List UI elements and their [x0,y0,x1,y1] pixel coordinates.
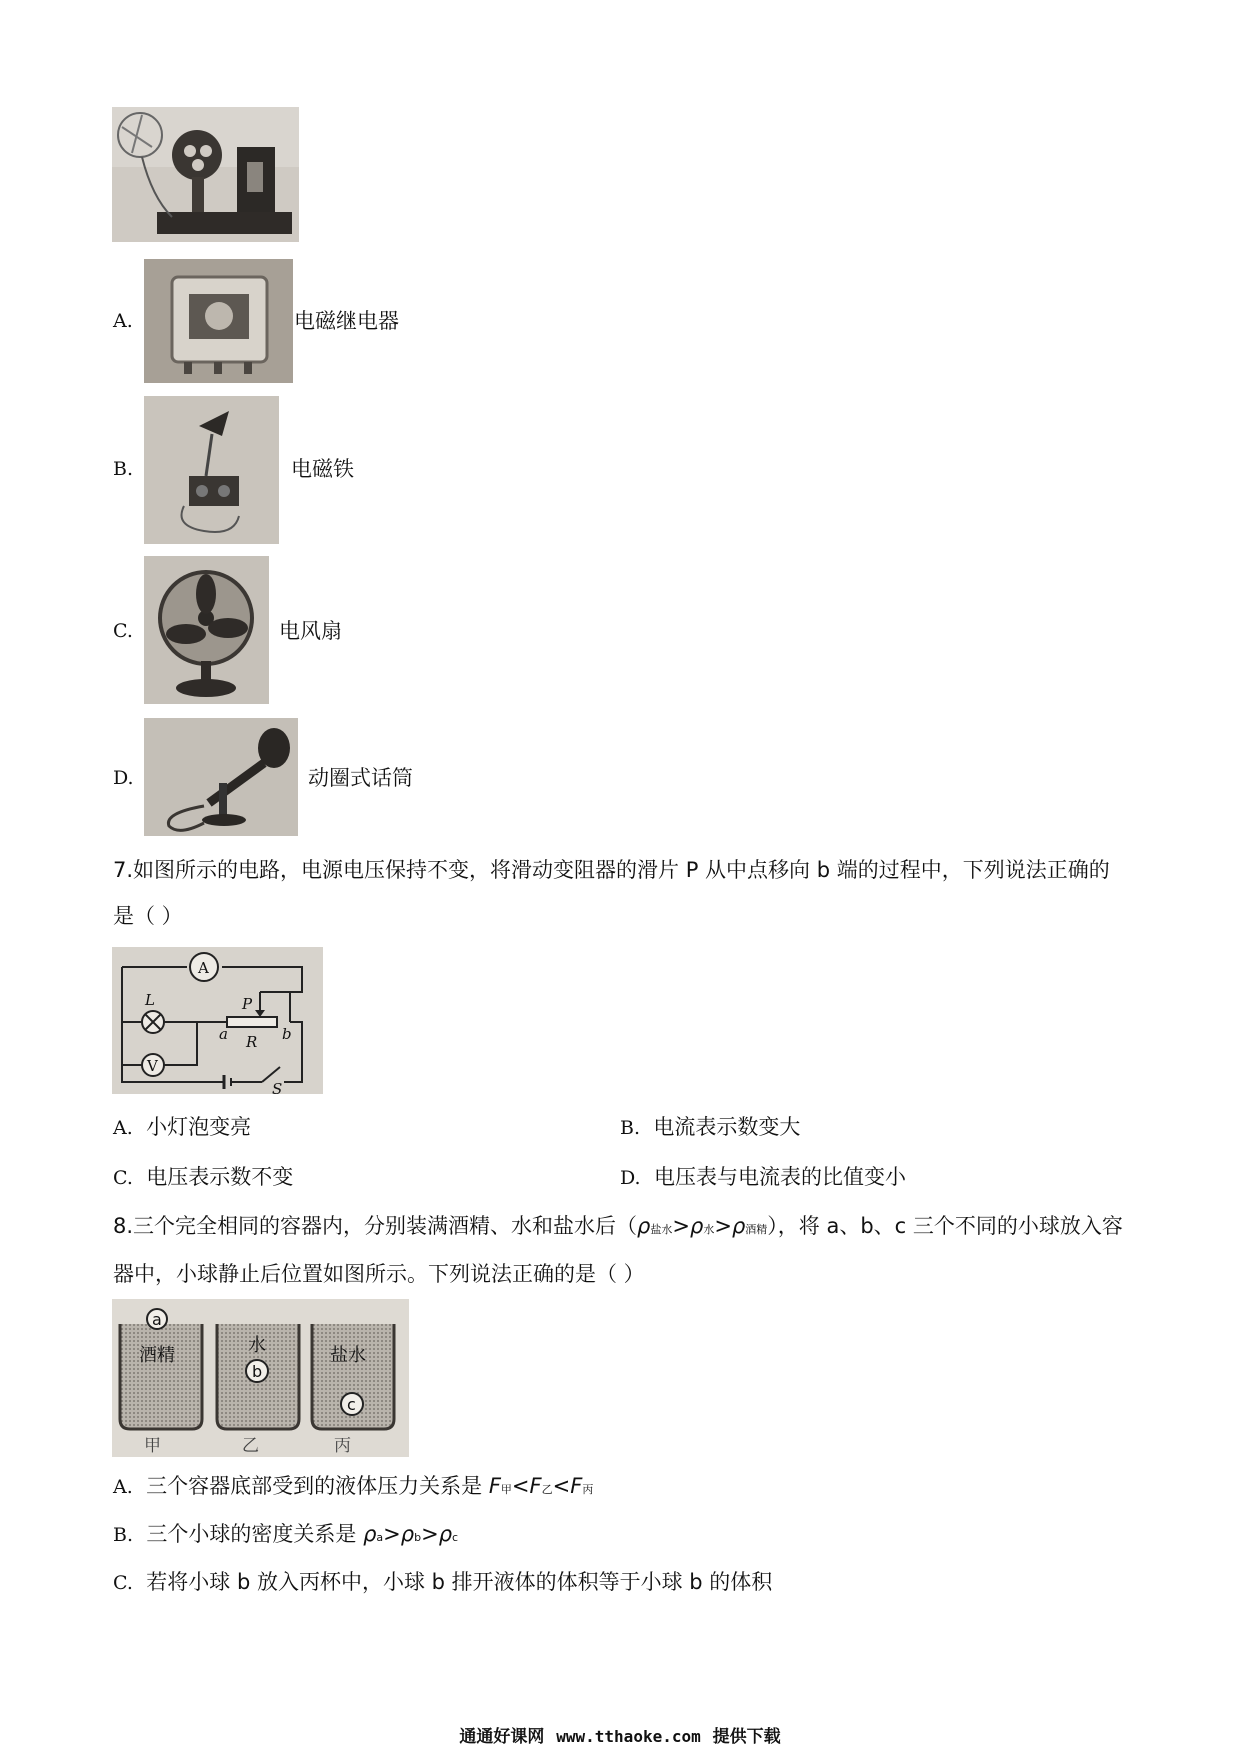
three-cups-drawing [112,1299,409,1457]
q7-option-d [620,1163,906,1192]
sub-c: c [452,1531,459,1544]
q8-option-a-text: 三个容器底部受到的液体压力关系是 [146,1474,489,1498]
circuit-label-voltmeter: V [147,1057,158,1075]
sub-a: a [376,1531,384,1544]
q6-option-d-label: 动圈式话筒 [308,766,413,790]
lt-sign-2: < [552,1474,571,1498]
electromagnet-drawing [144,396,279,544]
q7-option-a-text: 小灯泡变亮 [146,1115,252,1139]
gt-sign-2: > [714,1214,732,1238]
microphone-photo [144,718,298,836]
circuit-label-end-a: a [219,1025,228,1043]
q7-option-d-letter: D. [620,1167,641,1189]
rho-symbol: ρ [400,1522,415,1546]
cup-1-liquid: 酒精 [139,1345,175,1366]
circuit-label-slider: P [242,995,253,1013]
q8-option-b-text: 三个小球的密度关系是 [146,1522,364,1546]
q7-option-b [620,1113,800,1142]
cup-1-name: 甲 [144,1436,161,1456]
q8-option-b-letter: B. [113,1524,134,1546]
page-footer [0,1722,1240,1747]
force-symbol: F [488,1474,501,1498]
relay-drawing [144,259,293,383]
footer-url[interactable]: www.tthaoke.com [556,1727,701,1746]
cup-3-name: 丙 [334,1436,351,1456]
q8-stem-line1 [113,1212,1123,1244]
rho-symbol: ρ [690,1214,704,1238]
q8-stem-line1-start: 8.三个完全相同的容器内，分别装满酒精、水和盐水后（ [113,1214,638,1238]
sub-saltwater: 盐水 [650,1223,673,1236]
cup-2-name: 乙 [242,1436,259,1456]
circuit-label-resistor: R [246,1033,258,1051]
relay-photo [144,259,293,383]
electromagnet-photo [144,396,279,544]
circuit-label-lamp: L [145,991,155,1009]
footer-site-name: 通通好课网 [459,1727,545,1747]
q7-stem-line1: 7.如图所示的电路，电源电压保持不变，将滑动变阻器的滑片 P 从中点移向 b 端的过程中，下列说法正确的 [113,858,1110,882]
q7-option-d-text: 电压表与电流表的比值变小 [653,1165,906,1189]
q6-option-c-label: 电风扇 [279,619,342,643]
q7-option-c-letter: C. [113,1167,133,1189]
q8-stem-line2: 器中，小球静止后位置如图所示。下列说法正确的是（ ） [113,1262,645,1286]
footer-provide: 提供下载 [712,1727,781,1747]
q6-option-d-letter: D. [113,767,134,789]
q8-option-a-letter: A. [113,1476,133,1498]
cup-3-liquid: 盐水 [330,1345,366,1366]
ball-a: a [152,1310,162,1329]
circuit-label-ammeter: A [198,959,209,977]
circuit-label-switch: S [272,1080,283,1094]
three-cups-figure [112,1299,409,1457]
q7-option-c [113,1163,293,1192]
q6-option-c-letter: C. [113,620,133,642]
q6-option-a-label: 电磁继电器 [294,309,399,333]
rho-symbol: ρ [637,1214,651,1238]
q6-option-b-letter: B. [113,458,134,480]
rho-symbol: ρ [363,1522,377,1546]
q7-option-b-text: 电流表示数变大 [653,1115,801,1139]
q8-option-c-letter: C. [113,1572,133,1594]
sub-yi: 乙 [541,1483,553,1496]
gt-sign-4: > [421,1522,439,1546]
q8-option-b [113,1520,458,1552]
q6-option-b-label: 电磁铁 [291,457,354,481]
electric-fan-photo [144,556,269,704]
q7-option-a [113,1113,251,1142]
sub-alcohol: 酒精 [745,1223,768,1236]
q8-option-a [113,1472,593,1504]
force-symbol: F [529,1474,542,1498]
q7-option-b-letter: B. [620,1117,641,1139]
ball-b: b [252,1362,263,1381]
q6-option-a-letter: A. [113,310,133,332]
q8-option-c [113,1568,772,1597]
rho-symbol: ρ [438,1522,453,1546]
q8-option-c-text: 若将小球 b 放入丙杯中，小球 b 排开液体的体积等于小球 b 的体积 [146,1570,773,1594]
sub-water: 水 [703,1223,715,1236]
electric-fan-drawing [144,556,269,704]
q7-stem-line2: 是（ ） [113,904,183,928]
microphone-drawing [144,718,298,836]
sub-b: b [414,1531,422,1544]
gt-sign-3: > [383,1522,401,1546]
cup-2-liquid: 水 [248,1335,266,1356]
q7-option-a-letter: A. [113,1117,133,1139]
generator-apparatus-photo [112,107,299,242]
sub-jia: 甲 [500,1483,512,1496]
sub-bing: 丙 [582,1483,594,1496]
q8-stem-line1-end: ），将 a、b、c 三个不同的小球放入容 [767,1214,1123,1238]
ball-c: c [347,1395,356,1414]
circuit-figure [112,947,323,1094]
circuit-label-end-b: b [282,1025,292,1043]
circuit-drawing [112,947,323,1094]
q7-option-c-text: 电压表示数不变 [146,1165,294,1189]
generator-apparatus-drawing [112,107,299,242]
lt-sign-1: < [511,1474,530,1498]
gt-sign-1: > [672,1214,690,1238]
force-symbol: F [570,1474,583,1498]
rho-symbol: ρ [731,1214,746,1238]
